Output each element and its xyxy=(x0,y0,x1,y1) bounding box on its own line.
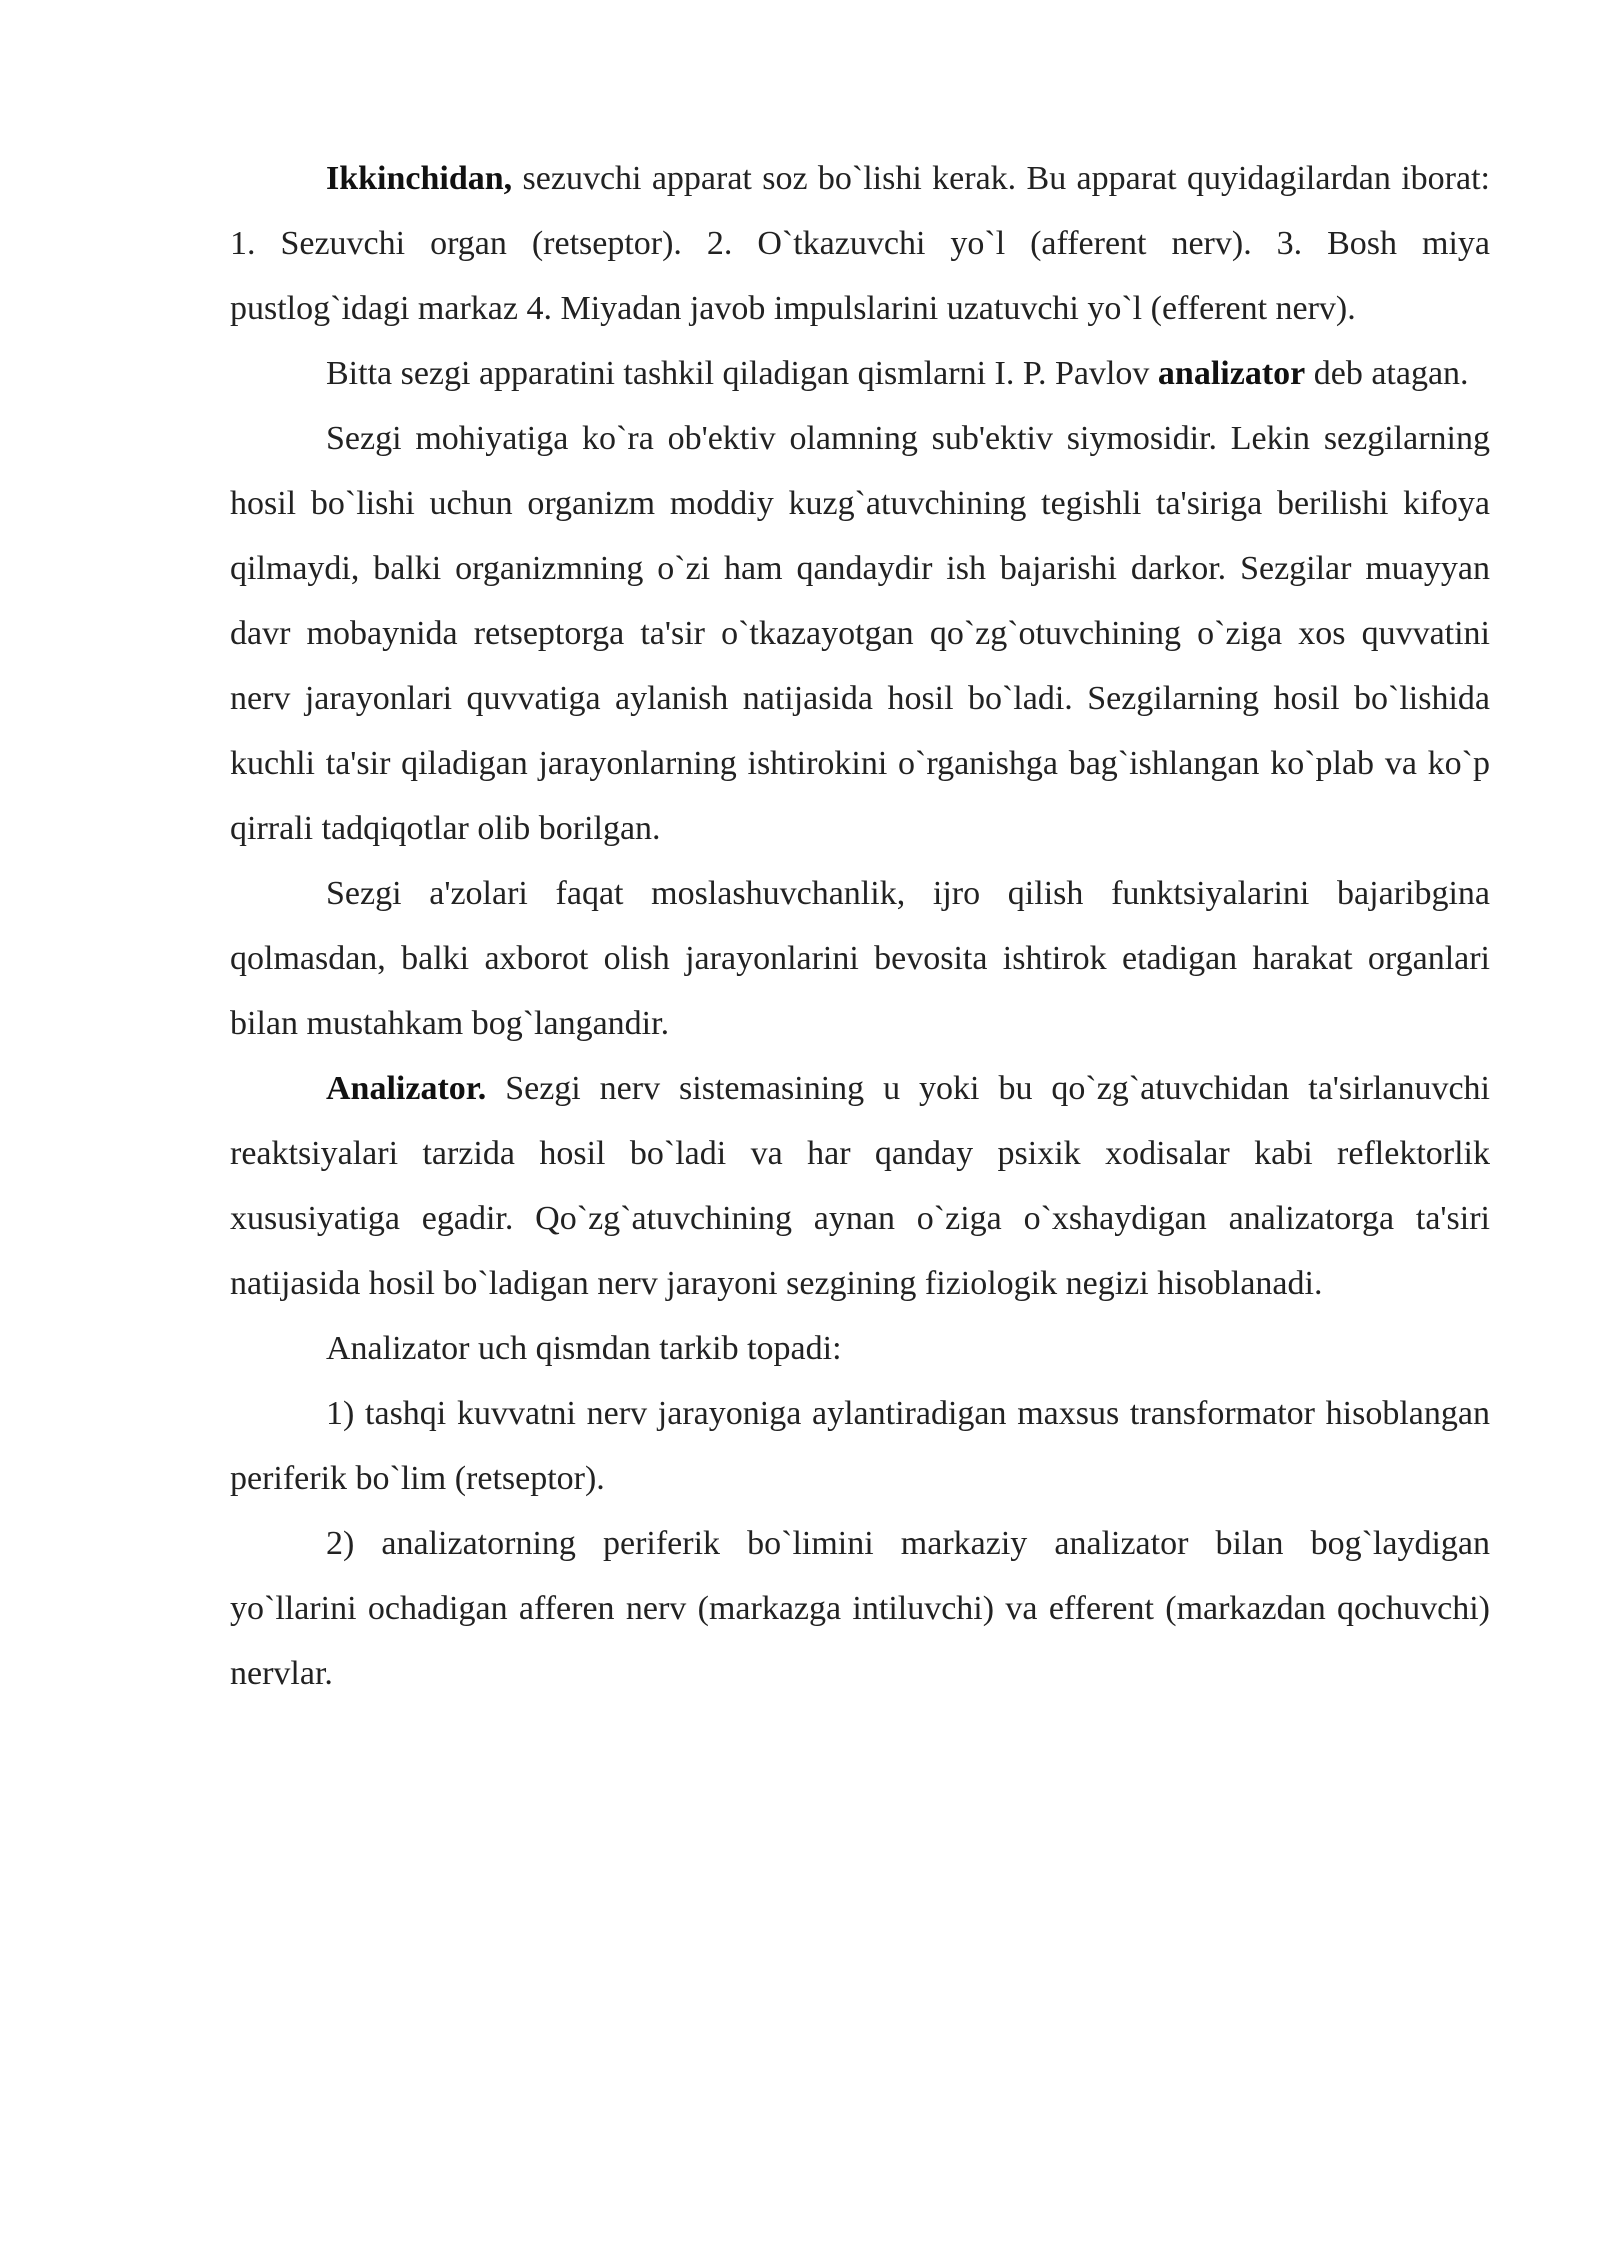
bold-term-analizator: analizator xyxy=(1157,355,1306,392)
paragraph-analyzer-definition xyxy=(230,1056,1490,1316)
paragraph-text: Bitta sezgi apparatini tashkil qiladigan qismlarni I. P. Pavlov xyxy=(326,355,1158,392)
bold-lead-analizator: Analizator. xyxy=(326,1070,487,1107)
paragraph-text: Sezgi nerv sistemasining u yoki bu qo`zg`atuvchidan ta'sirlanuvchi reaktsiyalari tarzida hosil bo`ladi va har qanday psixik xodisalar kabi reflektorlik xususiyatiga egadir. Qo`zg`atuvchining aynan o`ziga o`xshaydigan analizatorga ta'siri natijasida hosil bo`ladigan nerv jarayoni sezgining fiziologik negizi hisoblanadi. xyxy=(230,1070,1490,1302)
paragraph-list-item-2: 2) analizatorning periferik bo`limini markaziy analizator bilan bog`laydigan yo`llarini ochadigan afferen nerv (markazga intiluvchi) va efferent (markazdan qochuvchi) nervlar. xyxy=(230,1525,1490,1692)
paragraph-text: sezuvchi apparat soz bo`lishi kerak. Bu apparat quyidagilardan iborat: 1. Sezuvchi organ (retseptor). 2. O`tkazuvchi yo`l (afferent nerv). 3. Bosh miya pustlog`idagi markaz 4. Miyadan javob impulslarini uzatuvchi yo`l (efferent nerv). xyxy=(230,160,1490,327)
bold-lead-ikkinchidan: Ikkinchidan, xyxy=(326,160,513,197)
paragraph-sense-organs: Sezgi a'zolari faqat moslashuvchanlik, ijro qilish funktsiyalarini bajaribgina qolmasdan, balki axborot olish jarayonlarini bevosita ishtirok etadigan harakat organlari bilan mustahkam bog`langandir. xyxy=(230,875,1490,1042)
paragraph-receptor-apparatus xyxy=(230,146,1490,341)
document-page xyxy=(230,146,1490,1706)
paragraph-text: deb atagan. xyxy=(1305,355,1469,392)
paragraph-analyzer-parts-intro: Analizator uch qismdan tarkib topadi: xyxy=(326,1330,842,1367)
paragraph-sensation-essence: Sezgi mohiyatiga ko`ra ob'ektiv olamning sub'ektiv siymosidir. Lekin sezgilarning hosil bo`lishi uchun organizm moddiy kuzg`atuvchining tegishli ta'siriga berilishi kifoya qilmaydi, balki organizmning o`zi ham qandaydir ish bajarishi darkor. Sezgilar muayyan davr mobaynida retseptorga ta'sir o`tkazayotgan qo`zg`otuvchining o`ziga xos quvvatini nerv jarayonlari quvvatiga aylanish natijasida hosil bo`ladi. Sezgilarning hosil bo`lishida kuchli ta'sir qiladigan jarayonlarning ishtirokini o`rganishga bag`ishlangan ko`plab va ko`p qirrali tadqiqotlar olib borilgan. xyxy=(230,420,1490,847)
paragraph-list-item-1: 1) tashqi kuvvatni nerv jarayoniga aylantiradigan maxsus transformator hisoblangan periferik bo`lim (retseptor). xyxy=(230,1395,1490,1497)
paragraph-pavlov-analyzer xyxy=(230,341,1490,406)
